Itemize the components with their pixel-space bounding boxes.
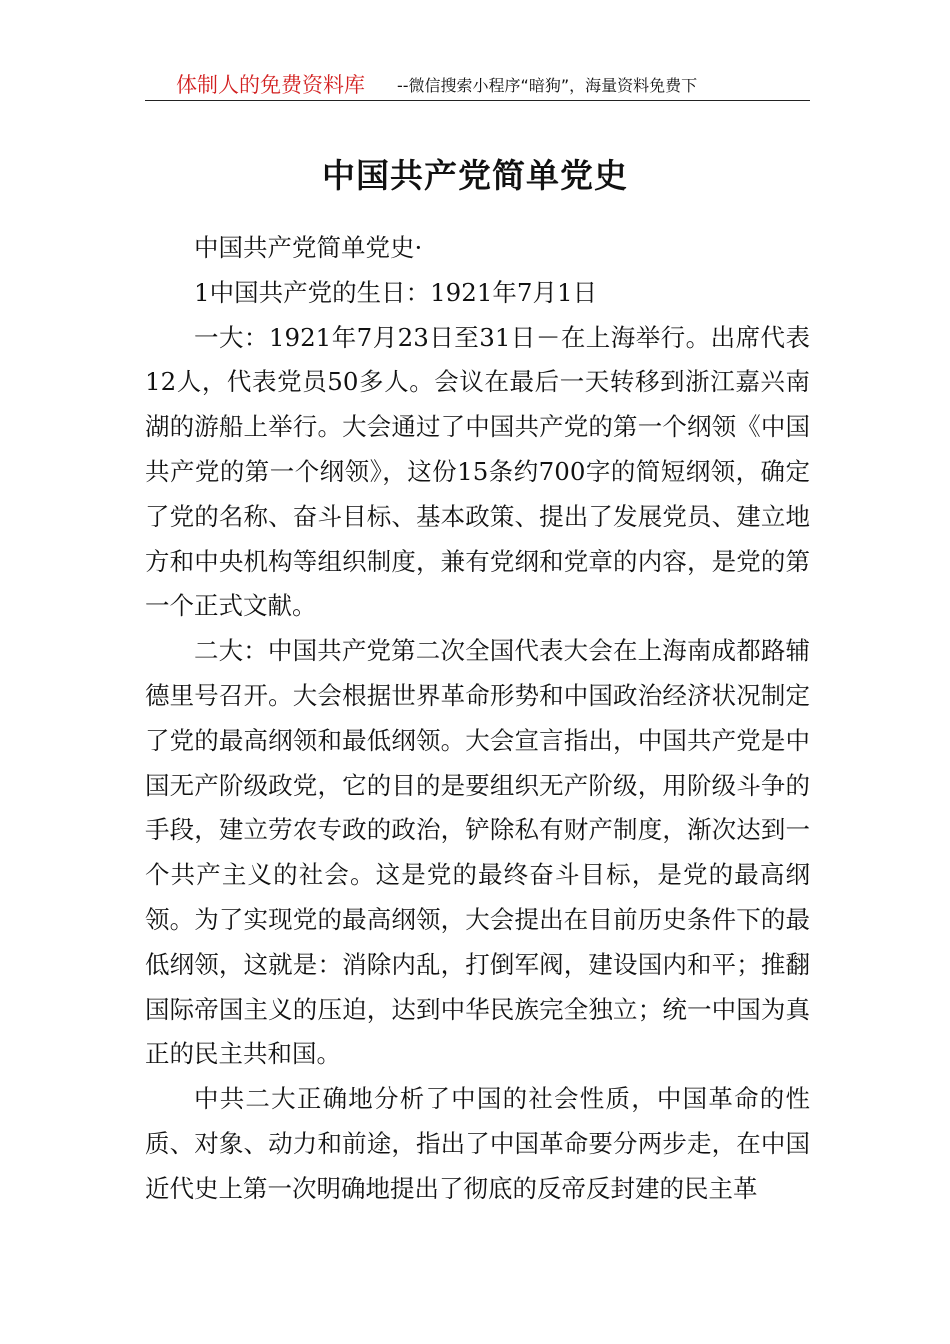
paragraph: 二大：中国共产党第二次全国代表大会在上海南成都路辅德里号召开。大会根据世界革命形势和中国政治经济状况制定了党的最高纲领和最低纲领。大会宣言指出，中国共产党是中国无产阶级政党，它的目的是要组织无产阶级，用阶级斗争的手段，建立劳农专政的政治，铲除私有财产制度，渐次达到一个共产主义的社会。这是党的最终奋斗目标，是党的最高纲领。为了实现党的最高纲领，大会提出在目前历史条件下的最低纲领，这就是：消除内乱，打倒军阀，建设国内和平；推翻国际帝国主义的压迫，达到中华民族完全独立；统一中国为真正的民主共和国。 bbox=[145, 636, 810, 1069]
document-title: 中国共产党简单党史 bbox=[322, 156, 628, 195]
header-note: --微信搜索小程序“暗狗”，海量资料免费下 bbox=[397, 76, 698, 95]
paragraph: 中共二大正确地分析了中国的社会性质，中国革命的性质、对象、动力和前途，指出了中国革命要分两步走，在中国近代史上第一次明确地提出了彻底的反帝反封建的民主革 bbox=[145, 1084, 810, 1203]
paragraph: 中国共产党简单党史· bbox=[194, 233, 423, 262]
paragraph: 1中国共产党的生日：1921年7月1日 bbox=[194, 277, 598, 307]
page-header bbox=[145, 62, 810, 101]
header-brand: 体制人的免费资料库 bbox=[176, 73, 365, 97]
document-body bbox=[145, 226, 810, 1212]
paragraph: 一大：1921年7月23日至31日－在上海举行。出席代表12人，代表党员50多人。会议在最后一天转移到浙江嘉兴南湖的游船上举行。大会通过了中国共产党的第一个纲领《中国共产党的第一个纲领》，这份15条约700字的简短纲领，确定了党的名称、奋斗目标、基本政策、提出了发展党员、建立地方和中央机构等组织制度，兼有党纲和党章的内容，是党的第一个正式文献。 bbox=[145, 322, 810, 621]
